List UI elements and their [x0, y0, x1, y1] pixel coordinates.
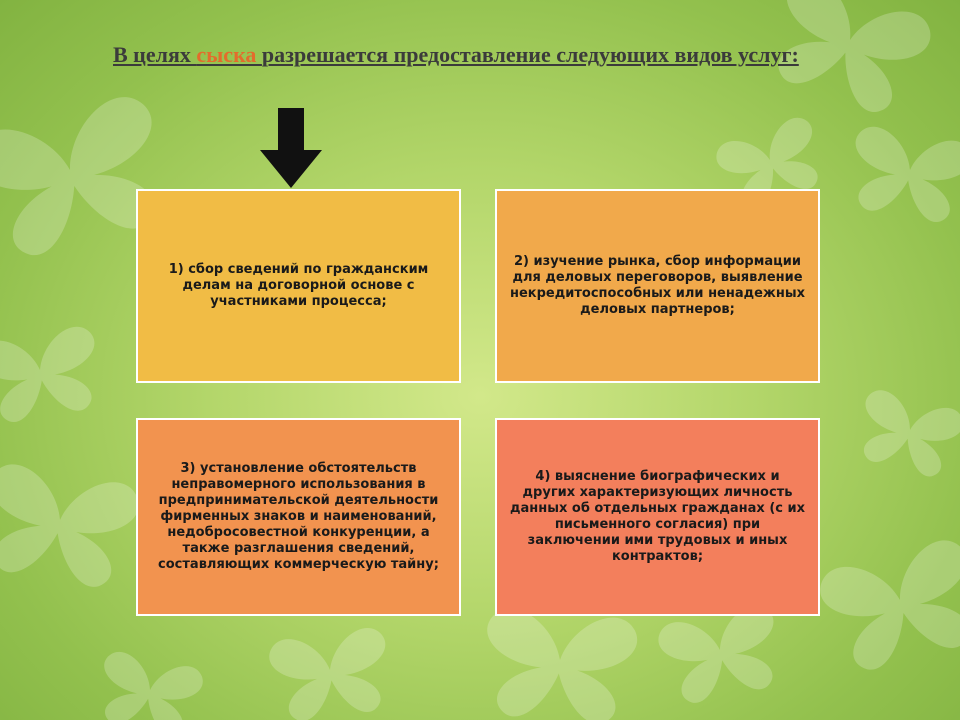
service-card-3-text: 3) установление обстоятельств неправомерного использования в предпринимательской деятельности фирменных знаков и наименований, недобросовестной конкуренции, а также разглашения сведений, составляющих коммерческую тайну; [158, 461, 439, 572]
slide-title [113, 40, 813, 70]
butterfly-icon [815, 535, 960, 678]
service-card-1-text: 1) сбор сведений по гражданским делам на договорной основе с участниками процесса; [168, 262, 429, 309]
service-card-4-text: 4) выяснение биографических и других характеризующих личность данных об отдельных гражданах (с их письменного согласия) при заключении ими трудовых и иных контрактов; [509, 469, 806, 564]
title-prefix: В целях [113, 42, 197, 67]
service-card-2-text: 2) изучение рынка, сбор информации для деловых переговоров, выявление некредитоспособных или ненадежных деловых партнеров; [510, 254, 805, 317]
arrow-down-icon [258, 108, 324, 190]
butterfly-icon [851, 387, 960, 482]
butterfly-icon [0, 324, 106, 426]
butterfly-icon [655, 602, 787, 708]
butterfly-icon [93, 649, 206, 720]
service-card-1 [136, 189, 461, 383]
title-suffix: разрешается предоставление следующих видов услуг: [261, 42, 799, 67]
service-card-2 [495, 189, 820, 383]
butterfly-icon [267, 626, 394, 720]
title-highlight: сыска [196, 42, 262, 67]
butterfly-icon [0, 461, 142, 593]
service-card-4 [495, 418, 820, 616]
butterfly-icon [480, 607, 639, 720]
butterfly-icon [844, 124, 960, 226]
service-card-3 [136, 418, 461, 616]
